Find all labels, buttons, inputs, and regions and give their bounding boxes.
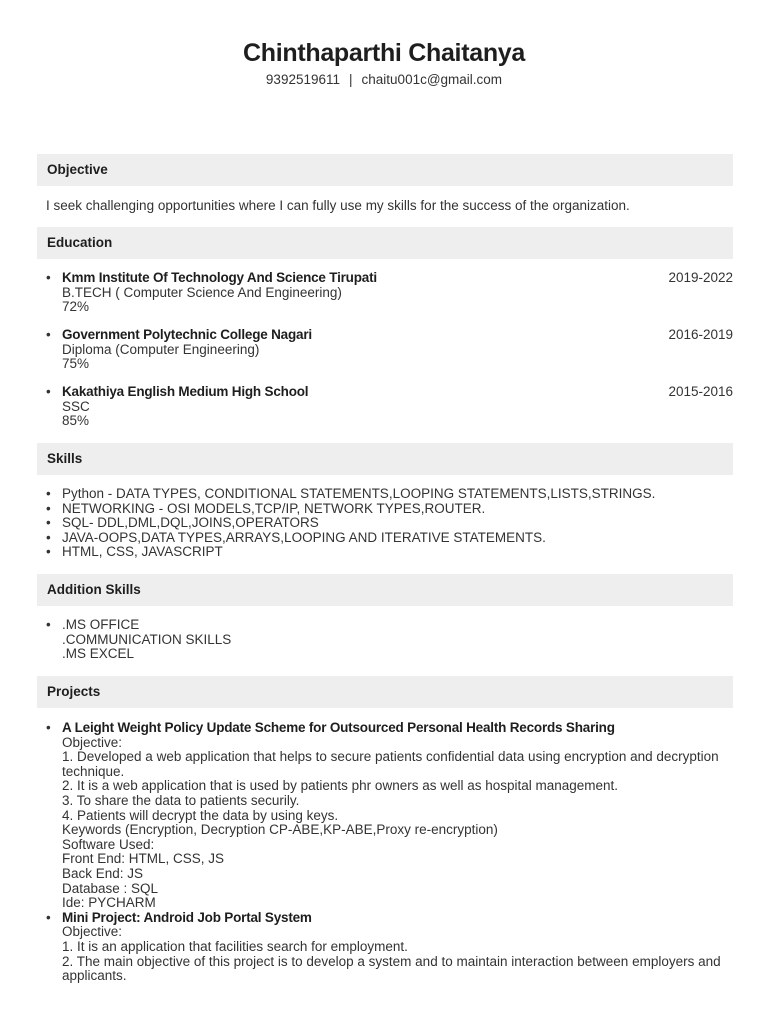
project-line: Objective: xyxy=(62,924,123,940)
project-line: 2. The main objective of this project is to develop a system and to maintain interaction between employers and applicants. xyxy=(62,953,721,984)
resume-header xyxy=(0,37,768,89)
skill-text: Python - DATA TYPES, CONDITIONAL STATEMENTS,LOOPING STATEMENTS,LISTS,STRINGS. xyxy=(62,486,656,501)
section-heading-objective: Objective xyxy=(37,154,733,186)
education-years: 2015-2016 xyxy=(668,384,733,399)
bullet: • xyxy=(46,617,51,632)
skill-text: JAVA-OOPS,DATA TYPES,ARRAYS,LOOPING AND ITERATIVE STATEMENTS. xyxy=(62,529,546,545)
list-item xyxy=(46,545,732,560)
project-title: Mini Project: Android Job Portal System xyxy=(62,909,312,925)
email-address: chaitu001c@gmail.com xyxy=(361,72,503,87)
skills-list xyxy=(46,487,732,560)
section-heading-projects: Projects xyxy=(37,676,733,708)
education-institution: Kakathiya English Medium High School xyxy=(62,384,309,399)
list-item xyxy=(46,487,732,502)
list-item xyxy=(46,618,732,662)
project-item xyxy=(46,721,732,911)
bullet: • xyxy=(46,529,51,545)
bullet: • xyxy=(46,909,51,925)
project-line: Keywords (Encryption, Decryption CP-ABE,KP-ABE,Proxy re-encryption) xyxy=(62,822,498,838)
addition-skill-text: .COMMUNICATION SKILLS xyxy=(62,631,232,647)
project-line: Objective: xyxy=(62,734,123,750)
contact-line xyxy=(0,71,768,89)
bullet: • xyxy=(46,544,51,560)
project-line: 1. It is an application that facilities search for employment. xyxy=(62,938,408,954)
education-institution: Kmm Institute Of Technology And Science Tirupati xyxy=(62,270,377,285)
skill-text: NETWORKING - OSI MODELS,TCP/IP, NETWORK TYPES,ROUTER. xyxy=(62,500,486,516)
bullet: • xyxy=(46,500,51,516)
project-line: Software Used: xyxy=(62,836,155,852)
education-score: 72% xyxy=(62,299,90,315)
contact-separator: | xyxy=(349,72,353,87)
projects-list xyxy=(46,721,732,984)
addition-skill-text: .MS EXCEL xyxy=(62,646,135,662)
education-years: 2019-2022 xyxy=(668,270,733,285)
project-title: A Leight Weight Policy Update Scheme for Outsourced Personal Health Records Sharing xyxy=(62,720,615,735)
section-heading-skills: Skills xyxy=(37,443,733,475)
skill-text: HTML, CSS, JAVASCRIPT xyxy=(62,544,223,560)
phone-number: 9392519611 xyxy=(265,72,341,87)
list-item xyxy=(46,502,732,517)
bullet: • xyxy=(46,486,51,501)
section-heading-education: Education xyxy=(37,227,733,259)
project-line: Back End: JS xyxy=(62,865,144,881)
project-line: 1. Developed a web application that helps to secure patients confidential data using encryption and decryption technique. xyxy=(62,749,719,779)
skill-text: SQL- DDL,DML,DQL,JOINS,OPERATORS xyxy=(62,515,319,531)
section-heading-addition-skills: Addition Skills xyxy=(37,574,733,606)
education-degree: B.TECH ( Computer Science And Engineering) xyxy=(62,284,342,300)
candidate-name: Chinthaparthi Chaitanya xyxy=(242,39,526,67)
project-line: 2. It is a web application that is used by patients phr owners as well as hospital management. xyxy=(62,778,619,794)
addition-skill-text: .MS OFFICE xyxy=(62,617,140,632)
education-score: 85% xyxy=(62,413,90,429)
education-degree: Diploma (Computer Engineering) xyxy=(62,341,260,357)
project-line: 3. To share the data to patients securily. xyxy=(62,792,300,808)
objective-text: I seek challenging opportunities where I can fully use my skills for the success of the organization. xyxy=(46,198,630,213)
list-item xyxy=(46,531,732,546)
education-score: 75% xyxy=(62,356,90,372)
project-item xyxy=(46,911,732,984)
bullet: • xyxy=(46,720,51,735)
bullet: • xyxy=(46,384,51,399)
education-institution: Government Polytechnic College Nagari xyxy=(62,327,312,342)
project-line: Front End: HTML, CSS, JS xyxy=(62,851,225,867)
addition-skills-list xyxy=(46,618,732,662)
bullet: • xyxy=(46,327,51,342)
project-line: Ide: PYCHARM xyxy=(62,895,156,911)
list-item xyxy=(46,516,732,531)
bullet: • xyxy=(46,270,51,285)
education-years: 2016-2019 xyxy=(668,327,733,342)
project-line: Database : SQL xyxy=(62,880,159,896)
education-degree: SSC xyxy=(62,398,90,414)
project-line: 4. Patients will decrypt the data by using keys. xyxy=(62,807,339,823)
bullet: • xyxy=(46,515,51,531)
